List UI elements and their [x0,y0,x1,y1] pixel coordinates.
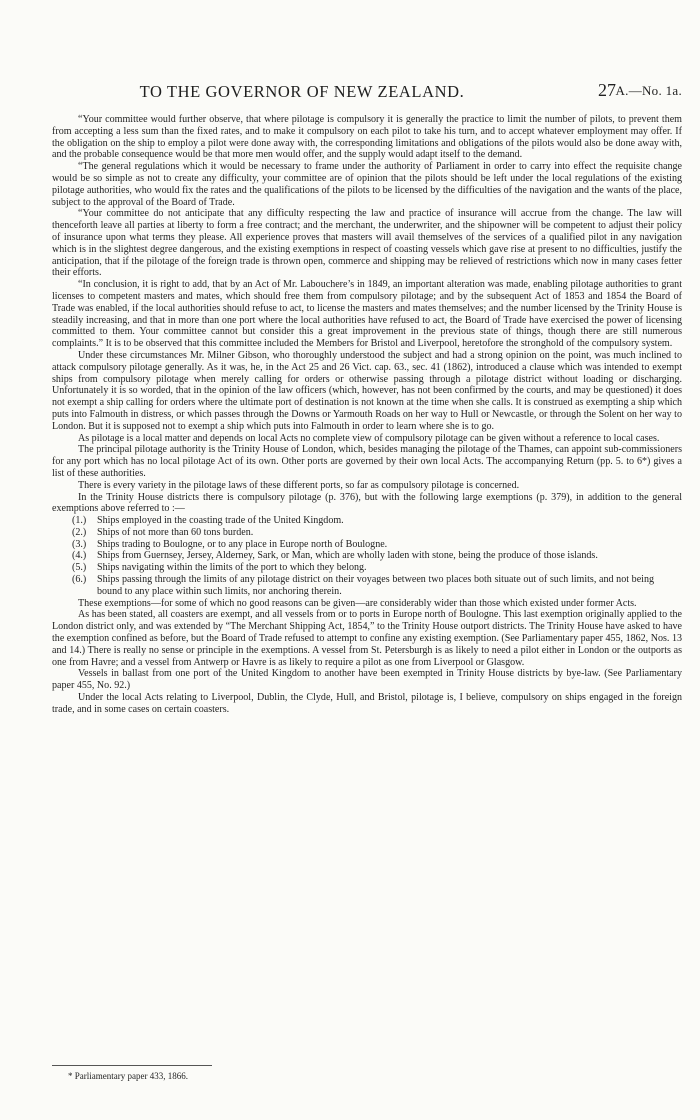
paragraph: These exemptions—for some of which no good reasons can be given—are considerably wider than those which existed under former Acts. [78,597,637,609]
exemption-number: (1.) [72,515,87,527]
running-title: TO THE GOVERNOR OF NEW ZEALAND. [139,82,465,101]
exemption-number: (3.) [72,538,87,550]
exemption-item [52,515,654,527]
footnote-divider [52,1065,212,1066]
paragraph: As has been stated, all coasters are exempt, and all vessels from or to ports in Europe north of Boulogne. This last exemption originally applied to the London district only, and was extended by “The Merchant Shipping Act, 1854,” to the Trinity House outport districts. The Trinity House have asked to have the exemption confined as before, but the Board of Trade refused to attempt to confine any existing exemption. (See Parliamentary paper 455, 1862, Nos. 13 and 14.) There is really no sense or principle in the exemptions. A vessel from St. Petersburgh is as likely to need a pilot either in London or the outports as one from Havre; and a vessel from Antwerp or Havre is as likely to require a pilot as one from Liverpool or Glasgow. [52,609,682,668]
paragraph: Under the local Acts relating to Liverpool, Dublin, the Clyde, Hull, and Bristol, pilotage is, I believe, compulsory on ships engaged in the foreign trade, and in some cases on certain coasters. [52,692,682,715]
body-text [52,114,682,716]
exemption-item [52,562,654,574]
paragraph: The principal pilotage authority is the Trinity House of London, which, besides managing the pilotage of the Thames, can appoint sub-commissioners for any port which has no local pilotage Act of its own. Other ports are governed by their own local Acts. The accompanying Return (pp. 5. to 6*) gives a list of these authorities. [52,444,682,479]
document-reference: A.—No. 1a. [615,83,682,98]
exemption-text: Ships from Guernsey, Jersey, Alderney, Sark, or Man, which are wholly laden with stone, being the produce of those islands. [97,550,598,562]
paragraph: In the Trinity House districts there is compulsory pilotage (p. 376), but with the following large exemptions (p. 379), in addition to the general exemptions above referred to :— [52,491,682,515]
exemption-number: (2.) [72,526,87,538]
page-header [52,82,682,104]
exemption-text: Ships navigating within the limits of the port to which they belong. [97,562,367,574]
paragraph: “The general regulations which it would be necessary to frame under the authority of Parliament in order to carry into effect the requisite change would be so simple as not to create any difficulty, your committee are of opinion that the pilots should be left under the local regulations of the existing pilotage authorities, who would fix the rates and the qualifications of the pilots to be licensed by the difficulties of the navigation and the wants of the place, subject to the approval of the Board of Trade. [52,161,682,208]
paragraph: “Your committee do not anticipate that any difficulty respecting the law and practice of insurance will accrue from the change. The law will thenceforth leave all parties at liberty to form a free contract; and the merchant, the underwriter, and the shipowner will be competent to adjust their policy of insurance upon what terms they please. All experience proves that masters will avail themselves of the services of a qualified pilot in any navigation which is in the slightest degree dangerous, and the existing exemptions in respect of coasting vessels which gave rise at present to no difficulties, justify the anticipation, that if the pilotage of the foreign trade is thrown open, commerce and shipping may be relieved of restrictions which now in many cases fetter their efforts. [52,208,682,279]
paragraph: “In conclusion, it is right to add, that by an Act of Mr. Labouchere’s in 1849, an important alteration was made, enabling pilotage authorities to grant licenses to competent masters and mates, which should free them from compulsory pilotage; and by the subsequent Act of 1853 and 1854 the Board of Trade was enabled, if the local authorities should refuse to act, to license the masters and mates themselves; and the number licensed by the Trinity House is steadily increasing, and that in more than one port where the local authorities have refused to act, the Board of Trade have exercised the power of licensing committed to them. Your committee cannot but consider this a great improvement in the previous state of things, though there are still numerous complaints.” It is to be observed that this committee included the Members for Bristol and Liverpool, heretofore the stronghold of the compulsory system. [52,279,682,350]
exemption-text: Ships employed in the coasting trade of the United Kingdom. [97,515,344,527]
paragraph: There is every variety in the pilotage laws of these different ports, so far as compulsory pilotage is concerned. [78,479,520,491]
exemption-item [52,539,654,551]
exemption-item [52,574,654,598]
paragraph: Vessels in ballast from one port of the United Kingdom to another have been exempted in Trinity House districts by bye-law. (See Parliamentary paper 455, No. 92.) [52,668,682,692]
paragraph: As pilotage is a local matter and depends on local Acts no complete view of compulsory pilotage can be given without a reference to local cases. [78,432,660,444]
exemption-item [52,527,654,539]
paragraph: “Your committee would further observe, that where pilotage is compulsory it is generally the practice to limit the number of pilots, to prevent them from accepting a less sum than the fixed rates, and to make it compulsory on each pilot to take his turn, and to accept whatever employment may offer. If the obligation on the ship to employ a pilot were done away with, the corresponding limitations and obligations of the pilots would also be done away with, and the probable consequence would be that more men would offer, and the supply would adapt itself to the demand. [52,114,682,161]
exemption-text: Ships of not more than 60 tons burden. [97,526,254,538]
exemption-number: (5.) [72,562,87,574]
exemption-item [52,550,654,562]
exemption-text: Ships passing through the limits of any pilotage district on their voyages between two places both situate out of such limits, and not being bound to any place within such limits, nor anchoring therein. [97,574,654,597]
exemption-text: Ships trading to Boulogne, or to any place in Europe north of Boulogne. [97,538,388,550]
page-number: 27 [598,80,616,100]
paragraph: Under these circumstances Mr. Milner Gibson, who thoroughly understood the subject and had a strong opinion on the point, was much inclined to attack compulsory pilotage generally. As it was, he, in the Act 25 and 26 Vict. cap. 63., sec. 41 (1862), introduced a clause which was intended to exempt ships from compulsory pilotage when merely calling for orders or otherwise passing through a pilotage district without loading or discharging. Unfortunately it is so worded, that in the opinion of the law officers (which, however, has not been confirmed by the courts, and may be questioned) it does not exempt a ship calling for orders where the ultimate port of destination is not known at the time when she calls. It is construed as exempting a ship which puts into Falmouth in distress, or which passes through the Downs or Yarmouth Roads on her way to Hull or Newcastle, or through the Solent on her way to London. But it is supposed not to exempt a ship which puts into Falmouth in order to learn where she is to go. [52,349,682,432]
exemption-number: (6.) [72,574,87,586]
footnote: * Parliamentary paper 433, 1866. [68,1071,188,1081]
exemption-number: (4.) [72,550,87,562]
exemptions-list [52,515,682,598]
